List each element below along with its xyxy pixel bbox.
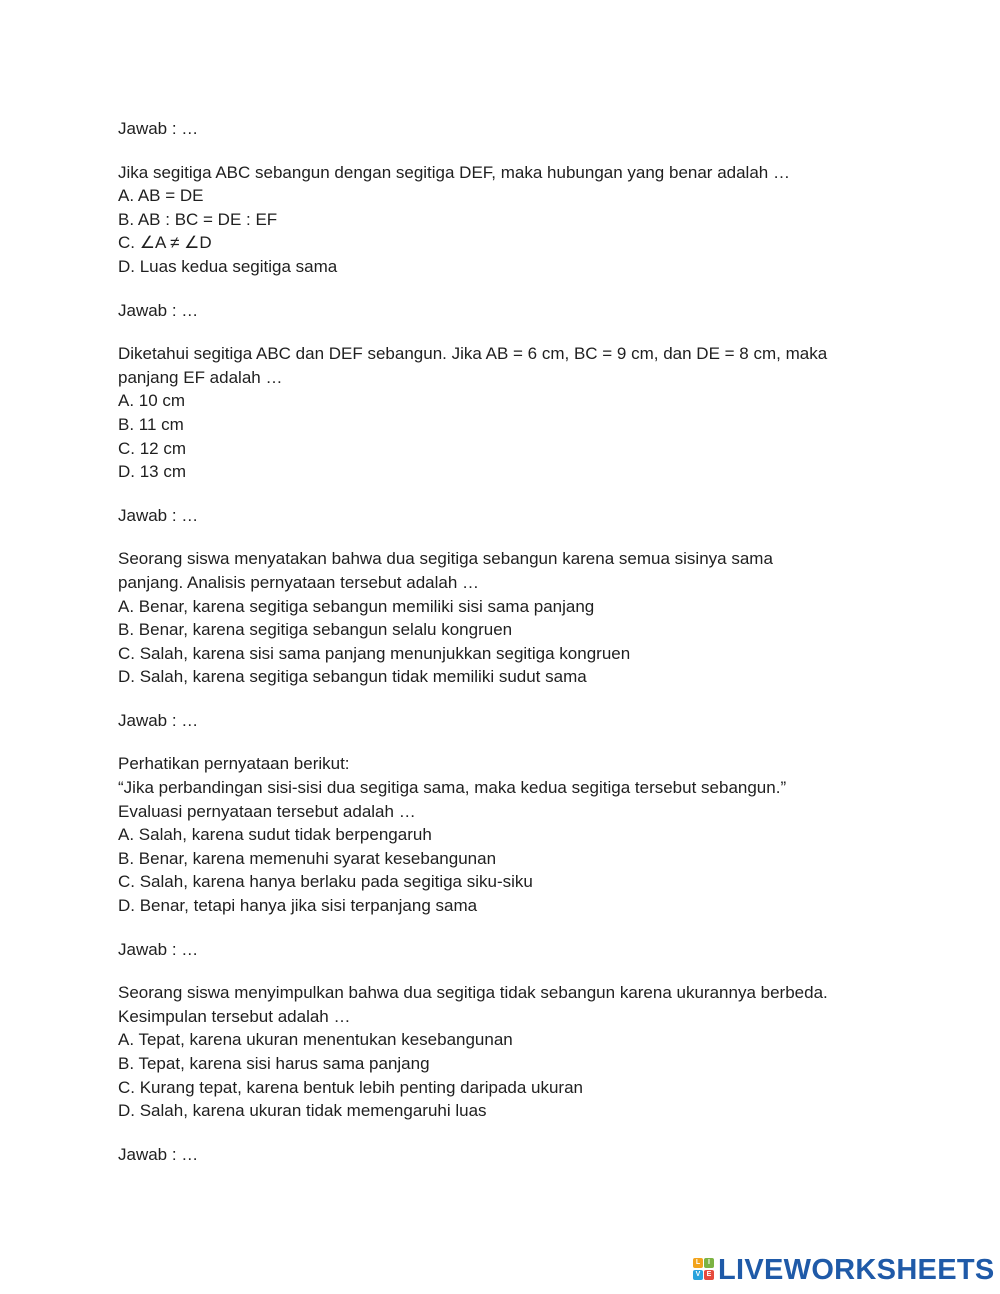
- answer-text: Jawab : …: [118, 119, 199, 138]
- answer-text: Jawab : …: [118, 1144, 199, 1164]
- answer-text: Jawab : …: [118, 505, 199, 525]
- answer-text: Jawab : …: [118, 300, 199, 320]
- answer-line: [118, 117, 898, 141]
- question-5: [118, 981, 898, 1123]
- option-a: A. 10 cm: [118, 391, 186, 411]
- answer-line: [118, 709, 898, 733]
- option-c: C. Salah, karena sisi sama panjang menunjukkan segitiga kongruen: [118, 643, 631, 663]
- logo-text: LIVEWORKSHEETS: [718, 1254, 995, 1286]
- option-a: A. Tepat, karena ukuran menentukan kesebangunan: [118, 1030, 513, 1050]
- question-3: [118, 547, 898, 689]
- answer-line: [118, 504, 898, 528]
- option-b: B. 11 cm: [118, 414, 184, 434]
- answer-text: Jawab : …: [118, 710, 199, 730]
- option-a: A. AB = DE: [118, 186, 204, 206]
- option-a: A. Benar, karena segitiga sebangun memiliki sisi sama panjang: [118, 596, 595, 616]
- option-d: D. 13 cm: [118, 462, 187, 482]
- option-d: D. Luas kedua segitiga sama: [118, 256, 338, 276]
- question-4: [118, 752, 898, 917]
- question-stem: Seorang siswa menyatakan bahwa dua segitiga sebangun karena semua sisinya sama: [118, 549, 773, 569]
- question-1: [118, 161, 898, 279]
- question-stem-continued: Kesimpulan tersebut adalah …: [118, 1006, 351, 1026]
- answer-text: Jawab : …: [118, 939, 199, 959]
- option-b: B. AB : BC = DE : EF: [118, 209, 278, 229]
- question-stem: Jika segitiga ABC sebangun dengan segitiga DEF, maka hubungan yang benar adalah …: [118, 162, 790, 182]
- logo-square-l: L: [693, 1258, 703, 1268]
- option-a: A. Salah, karena sudut tidak berpengaruh: [118, 825, 432, 845]
- question-2: [118, 342, 898, 484]
- answer-line: [118, 1143, 898, 1167]
- liveworksheets-logo-icon: [693, 1258, 715, 1282]
- option-d: D. Salah, karena ukuran tidak memengaruhi luas: [118, 1101, 487, 1121]
- option-d: D. Salah, karena segitiga sebangun tidak memiliki sudut sama: [118, 667, 587, 687]
- option-c: C. ∠A ≠ ∠D: [118, 233, 212, 253]
- question-stem-continued: panjang EF adalah …: [118, 367, 283, 387]
- option-c: C. 12 cm: [118, 438, 187, 458]
- option-d: D. Benar, tetapi hanya jika sisi terpanjang sama: [118, 896, 478, 916]
- option-c: C. Kurang tepat, karena bentuk lebih penting daripada ukuran: [118, 1077, 583, 1097]
- logo-square-e: E: [704, 1270, 714, 1280]
- question-quote: “Jika perbandingan sisi-sisi dua segitiga sama, maka kedua segitiga tersebut sebangun.”: [118, 778, 787, 798]
- question-stem: Seorang siswa menyimpulkan bahwa dua segitiga tidak sebangun karena ukurannya berbeda.: [118, 983, 828, 1003]
- question-stem-continued: Evaluasi pernyataan tersebut adalah …: [118, 801, 416, 821]
- worksheet-page: [118, 117, 898, 1186]
- option-b: B. Benar, karena segitiga sebangun selalu kongruen: [118, 620, 513, 640]
- logo-square-v: V: [693, 1270, 703, 1280]
- liveworksheets-logo: [693, 1255, 995, 1285]
- question-stem-continued: panjang. Analisis pernyataan tersebut adalah …: [118, 572, 480, 592]
- question-stem: Perhatikan pernyataan berikut:: [118, 754, 350, 774]
- option-b: B. Benar, karena memenuhi syarat kesebangunan: [118, 848, 497, 868]
- answer-line: [118, 938, 898, 962]
- logo-square-i: I: [704, 1258, 714, 1268]
- option-c: C. Salah, karena hanya berlaku pada segitiga siku-siku: [118, 872, 533, 892]
- question-stem: Diketahui segitiga ABC dan DEF sebangun. Jika AB = 6 cm, BC = 9 cm, dan DE = 8 cm, maka: [118, 344, 828, 364]
- answer-line: [118, 299, 898, 323]
- option-b: B. Tepat, karena sisi harus sama panjang: [118, 1054, 430, 1073]
